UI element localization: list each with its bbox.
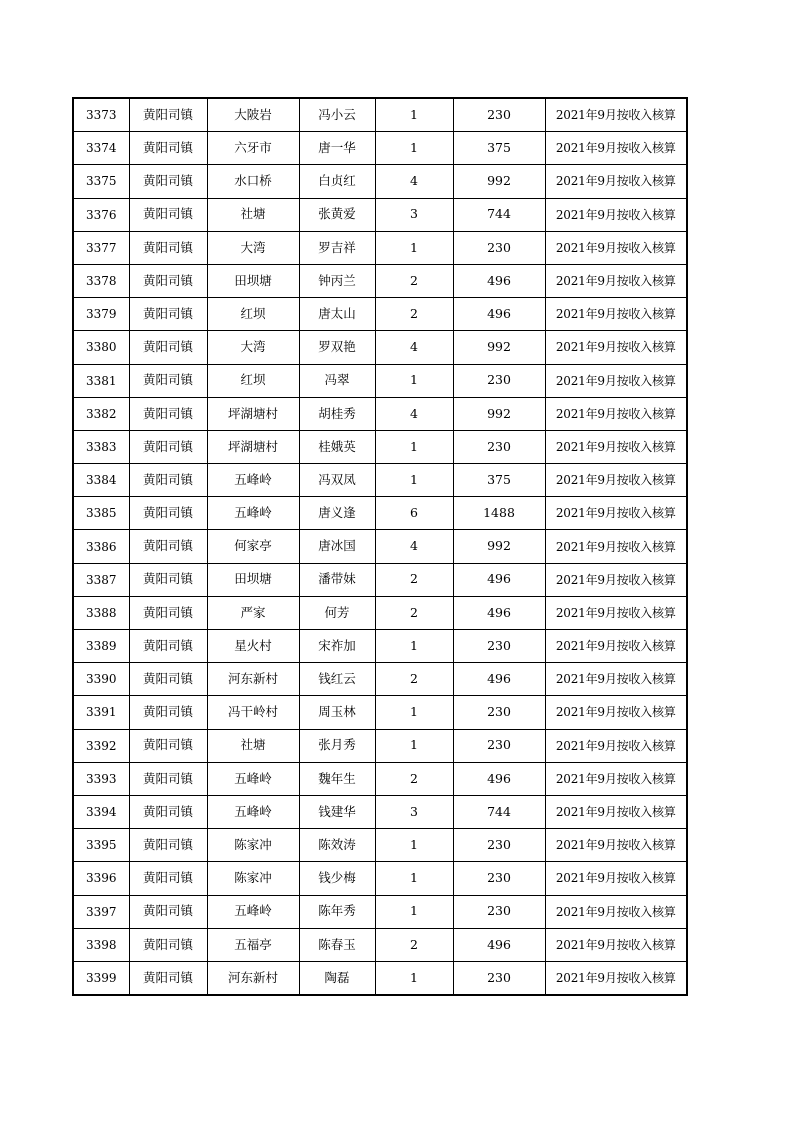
name-cell: 陈效涛 [299, 829, 375, 862]
town-cell: 黄阳司镇 [129, 497, 207, 530]
row-number-cell: 3374 [73, 132, 129, 165]
row-number-cell: 3373 [73, 98, 129, 132]
amount-cell: 496 [453, 264, 545, 297]
amount-cell: 230 [453, 430, 545, 463]
household-size-cell: 4 [375, 530, 453, 563]
amount-cell: 375 [453, 132, 545, 165]
village-cell: 星火村 [207, 630, 299, 663]
town-cell: 黄阳司镇 [129, 928, 207, 961]
note-cell: 2021年9月按收入核算 [545, 165, 687, 198]
village-cell: 五峰岭 [207, 895, 299, 928]
village-cell: 五峰岭 [207, 464, 299, 497]
table-row [73, 829, 687, 862]
village-cell: 坪湖塘村 [207, 430, 299, 463]
household-size-cell: 3 [375, 795, 453, 828]
table-row [73, 430, 687, 463]
row-number-cell: 3391 [73, 696, 129, 729]
household-size-cell: 3 [375, 198, 453, 231]
village-cell: 大湾 [207, 231, 299, 264]
town-cell: 黄阳司镇 [129, 961, 207, 995]
village-cell: 五福亭 [207, 928, 299, 961]
amount-cell: 230 [453, 961, 545, 995]
household-size-cell: 1 [375, 862, 453, 895]
note-cell: 2021年9月按收入核算 [545, 397, 687, 430]
village-cell: 红坝 [207, 298, 299, 331]
household-size-cell: 1 [375, 364, 453, 397]
row-number-cell: 3397 [73, 895, 129, 928]
row-number-cell: 3382 [73, 397, 129, 430]
village-cell: 田坝塘 [207, 563, 299, 596]
row-number-cell: 3386 [73, 530, 129, 563]
note-cell: 2021年9月按收入核算 [545, 430, 687, 463]
village-cell: 大陂岩 [207, 98, 299, 132]
name-cell: 胡桂秀 [299, 397, 375, 430]
name-cell: 唐一华 [299, 132, 375, 165]
table-row [73, 729, 687, 762]
table-row [73, 165, 687, 198]
town-cell: 黄阳司镇 [129, 264, 207, 297]
amount-cell: 496 [453, 663, 545, 696]
amount-cell: 230 [453, 630, 545, 663]
village-cell: 田坝塘 [207, 264, 299, 297]
amount-cell: 375 [453, 464, 545, 497]
household-size-cell: 1 [375, 630, 453, 663]
amount-cell: 496 [453, 596, 545, 629]
household-size-cell: 1 [375, 729, 453, 762]
note-cell: 2021年9月按收入核算 [545, 696, 687, 729]
table-row [73, 231, 687, 264]
note-cell: 2021年9月按收入核算 [545, 961, 687, 995]
row-number-cell: 3384 [73, 464, 129, 497]
row-number-cell: 3381 [73, 364, 129, 397]
table-row [73, 298, 687, 331]
row-number-cell: 3378 [73, 264, 129, 297]
table-row [73, 630, 687, 663]
note-cell: 2021年9月按收入核算 [545, 829, 687, 862]
household-size-cell: 2 [375, 596, 453, 629]
village-cell: 坪湖塘村 [207, 397, 299, 430]
row-number-cell: 3395 [73, 829, 129, 862]
amount-cell: 992 [453, 165, 545, 198]
name-cell: 何芳 [299, 596, 375, 629]
note-cell: 2021年9月按收入核算 [545, 530, 687, 563]
table-row [73, 397, 687, 430]
row-number-cell: 3387 [73, 563, 129, 596]
note-cell: 2021年9月按收入核算 [545, 928, 687, 961]
household-size-cell: 4 [375, 397, 453, 430]
household-size-cell: 2 [375, 563, 453, 596]
note-cell: 2021年9月按收入核算 [545, 795, 687, 828]
note-cell: 2021年9月按收入核算 [545, 663, 687, 696]
name-cell: 宋祚加 [299, 630, 375, 663]
amount-cell: 744 [453, 198, 545, 231]
row-number-cell: 3380 [73, 331, 129, 364]
table-row [73, 895, 687, 928]
village-cell: 五峰岭 [207, 762, 299, 795]
village-cell: 六牙市 [207, 132, 299, 165]
village-cell: 五峰岭 [207, 795, 299, 828]
name-cell: 罗吉祥 [299, 231, 375, 264]
name-cell: 潘带妹 [299, 563, 375, 596]
household-size-cell: 6 [375, 497, 453, 530]
town-cell: 黄阳司镇 [129, 464, 207, 497]
name-cell: 张月秀 [299, 729, 375, 762]
name-cell: 钱建华 [299, 795, 375, 828]
row-number-cell: 3377 [73, 231, 129, 264]
name-cell: 罗双艳 [299, 331, 375, 364]
household-size-cell: 2 [375, 298, 453, 331]
amount-cell: 230 [453, 364, 545, 397]
household-size-cell: 2 [375, 264, 453, 297]
amount-cell: 230 [453, 98, 545, 132]
table-row [73, 795, 687, 828]
roster-table [72, 97, 688, 996]
note-cell: 2021年9月按收入核算 [545, 596, 687, 629]
note-cell: 2021年9月按收入核算 [545, 231, 687, 264]
table-row [73, 696, 687, 729]
note-cell: 2021年9月按收入核算 [545, 198, 687, 231]
town-cell: 黄阳司镇 [129, 795, 207, 828]
amount-cell: 496 [453, 298, 545, 331]
amount-cell: 992 [453, 397, 545, 430]
household-size-cell: 1 [375, 464, 453, 497]
name-cell: 张黄爱 [299, 198, 375, 231]
name-cell: 钱少梅 [299, 862, 375, 895]
amount-cell: 230 [453, 829, 545, 862]
village-cell: 严家 [207, 596, 299, 629]
name-cell: 魏年生 [299, 762, 375, 795]
row-number-cell: 3390 [73, 663, 129, 696]
table-row [73, 464, 687, 497]
table-row [73, 331, 687, 364]
amount-cell: 496 [453, 928, 545, 961]
amount-cell: 230 [453, 696, 545, 729]
town-cell: 黄阳司镇 [129, 430, 207, 463]
village-cell: 大湾 [207, 331, 299, 364]
note-cell: 2021年9月按收入核算 [545, 464, 687, 497]
town-cell: 黄阳司镇 [129, 132, 207, 165]
table-row [73, 198, 687, 231]
household-size-cell: 4 [375, 331, 453, 364]
town-cell: 黄阳司镇 [129, 630, 207, 663]
amount-cell: 1488 [453, 497, 545, 530]
name-cell: 冯翠 [299, 364, 375, 397]
town-cell: 黄阳司镇 [129, 563, 207, 596]
table-row [73, 98, 687, 132]
household-size-cell: 1 [375, 98, 453, 132]
household-size-cell: 1 [375, 895, 453, 928]
name-cell: 钱红云 [299, 663, 375, 696]
village-cell: 水口桥 [207, 165, 299, 198]
village-cell: 何家亭 [207, 530, 299, 563]
town-cell: 黄阳司镇 [129, 829, 207, 862]
town-cell: 黄阳司镇 [129, 596, 207, 629]
table-row [73, 596, 687, 629]
household-size-cell: 1 [375, 430, 453, 463]
row-number-cell: 3388 [73, 596, 129, 629]
amount-cell: 230 [453, 231, 545, 264]
village-cell: 冯干岭村 [207, 696, 299, 729]
amount-cell: 744 [453, 795, 545, 828]
row-number-cell: 3376 [73, 198, 129, 231]
row-number-cell: 3392 [73, 729, 129, 762]
row-number-cell: 3389 [73, 630, 129, 663]
town-cell: 黄阳司镇 [129, 895, 207, 928]
household-size-cell: 2 [375, 928, 453, 961]
note-cell: 2021年9月按收入核算 [545, 762, 687, 795]
town-cell: 黄阳司镇 [129, 530, 207, 563]
roster-sheet [72, 97, 686, 996]
roster-body [73, 98, 687, 995]
village-cell: 红坝 [207, 364, 299, 397]
town-cell: 黄阳司镇 [129, 397, 207, 430]
note-cell: 2021年9月按收入核算 [545, 630, 687, 663]
name-cell: 冯小云 [299, 98, 375, 132]
note-cell: 2021年9月按收入核算 [545, 729, 687, 762]
household-size-cell: 2 [375, 762, 453, 795]
table-row [73, 497, 687, 530]
row-number-cell: 3398 [73, 928, 129, 961]
amount-cell: 496 [453, 563, 545, 596]
name-cell: 陶磊 [299, 961, 375, 995]
note-cell: 2021年9月按收入核算 [545, 132, 687, 165]
note-cell: 2021年9月按收入核算 [545, 862, 687, 895]
town-cell: 黄阳司镇 [129, 165, 207, 198]
village-cell: 陈家冲 [207, 862, 299, 895]
household-size-cell: 1 [375, 132, 453, 165]
name-cell: 唐太山 [299, 298, 375, 331]
note-cell: 2021年9月按收入核算 [545, 563, 687, 596]
village-cell: 社塘 [207, 198, 299, 231]
note-cell: 2021年9月按收入核算 [545, 298, 687, 331]
note-cell: 2021年9月按收入核算 [545, 497, 687, 530]
household-size-cell: 1 [375, 231, 453, 264]
town-cell: 黄阳司镇 [129, 663, 207, 696]
name-cell: 陈年秀 [299, 895, 375, 928]
name-cell: 陈春玉 [299, 928, 375, 961]
table-row [73, 862, 687, 895]
town-cell: 黄阳司镇 [129, 696, 207, 729]
note-cell: 2021年9月按收入核算 [545, 98, 687, 132]
name-cell: 周玉林 [299, 696, 375, 729]
table-row [73, 132, 687, 165]
household-size-cell: 4 [375, 165, 453, 198]
note-cell: 2021年9月按收入核算 [545, 364, 687, 397]
town-cell: 黄阳司镇 [129, 331, 207, 364]
household-size-cell: 2 [375, 663, 453, 696]
table-row [73, 530, 687, 563]
amount-cell: 496 [453, 762, 545, 795]
name-cell: 桂娥英 [299, 430, 375, 463]
village-cell: 陈家冲 [207, 829, 299, 862]
amount-cell: 992 [453, 530, 545, 563]
note-cell: 2021年9月按收入核算 [545, 264, 687, 297]
table-row [73, 563, 687, 596]
note-cell: 2021年9月按收入核算 [545, 895, 687, 928]
town-cell: 黄阳司镇 [129, 98, 207, 132]
row-number-cell: 3393 [73, 762, 129, 795]
row-number-cell: 3375 [73, 165, 129, 198]
row-number-cell: 3379 [73, 298, 129, 331]
town-cell: 黄阳司镇 [129, 364, 207, 397]
row-number-cell: 3385 [73, 497, 129, 530]
table-row [73, 364, 687, 397]
household-size-cell: 1 [375, 961, 453, 995]
name-cell: 冯双凤 [299, 464, 375, 497]
row-number-cell: 3394 [73, 795, 129, 828]
village-cell: 河东新村 [207, 663, 299, 696]
amount-cell: 992 [453, 331, 545, 364]
village-cell: 河东新村 [207, 961, 299, 995]
name-cell: 钟丙兰 [299, 264, 375, 297]
household-size-cell: 1 [375, 696, 453, 729]
amount-cell: 230 [453, 862, 545, 895]
town-cell: 黄阳司镇 [129, 762, 207, 795]
town-cell: 黄阳司镇 [129, 231, 207, 264]
household-size-cell: 1 [375, 829, 453, 862]
town-cell: 黄阳司镇 [129, 729, 207, 762]
town-cell: 黄阳司镇 [129, 298, 207, 331]
town-cell: 黄阳司镇 [129, 198, 207, 231]
table-row [73, 264, 687, 297]
amount-cell: 230 [453, 895, 545, 928]
note-cell: 2021年9月按收入核算 [545, 331, 687, 364]
amount-cell: 230 [453, 729, 545, 762]
town-cell: 黄阳司镇 [129, 862, 207, 895]
name-cell: 唐义逢 [299, 497, 375, 530]
table-row [73, 928, 687, 961]
name-cell: 白贞红 [299, 165, 375, 198]
village-cell: 社塘 [207, 729, 299, 762]
table-row [73, 961, 687, 995]
row-number-cell: 3399 [73, 961, 129, 995]
row-number-cell: 3383 [73, 430, 129, 463]
row-number-cell: 3396 [73, 862, 129, 895]
village-cell: 五峰岭 [207, 497, 299, 530]
table-row [73, 663, 687, 696]
name-cell: 唐冰国 [299, 530, 375, 563]
table-row [73, 762, 687, 795]
